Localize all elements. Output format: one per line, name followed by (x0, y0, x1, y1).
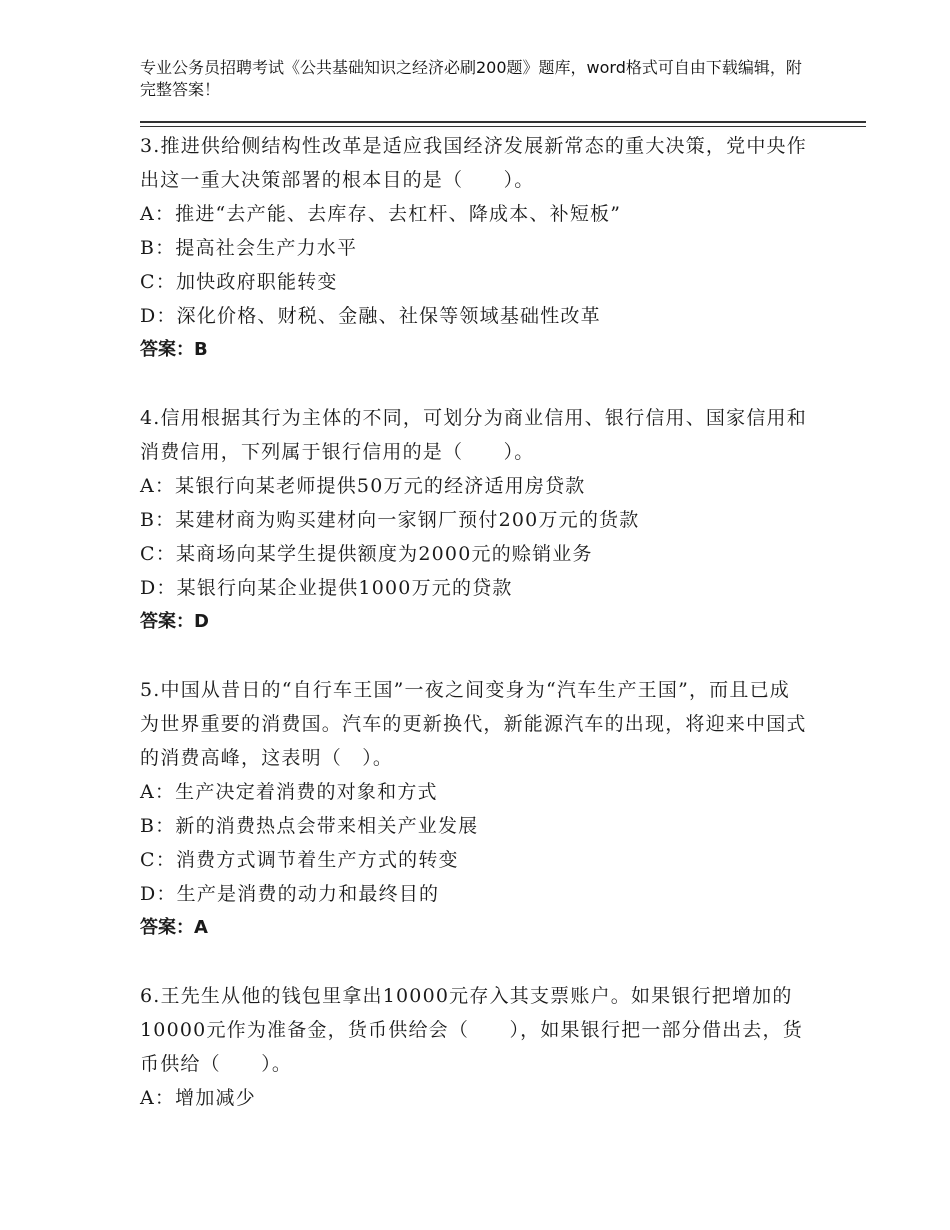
option-a: A：生产决定着消费的对象和方式 (140, 781, 438, 803)
question-text: 4.信用根据其行为主体的不同，可划分为商业信用、银行信用、国家信用和消费信用，下列属于银行信用的是（ ）。 (140, 407, 807, 463)
question-text: 3.推进供给侧结构性改革是适应我国经济发展新常态的重大决策，党中央作出这一重大决策部署的根本目的是（ ）。 (140, 135, 807, 191)
question-list (140, 129, 810, 1115)
option-d: D：深化价格、财税、金融、社保等领域基础性改革 (140, 305, 601, 327)
option-c: C：某商场向某学生提供额度为2000元的赊销业务 (140, 543, 593, 565)
option-d: D：生产是消费的动力和最终目的 (140, 883, 440, 905)
question-3 (140, 129, 810, 367)
document-header: 专业公务员招聘考试《公共基础知识之经济必刷200题》题库，word格式可自由下载编辑，附完整答案！ (140, 58, 802, 99)
question-4 (140, 401, 810, 639)
option-d: D：某银行向某企业提供1000万元的贷款 (140, 577, 513, 599)
question-gap (140, 639, 810, 673)
question-text: 5.中国从昔日的“自行车王国”一夜之间变身为“汽车生产王国”，而且已成为世界重要的消费国。汽车的更新换代，新能源汽车的出现，将迎来中国式的消费高峰，这表明（ ）。 (140, 679, 807, 769)
option-a: A：推进“去产能、去库存、去杠杆、降成本、补短板” (140, 203, 622, 225)
option-b: B：新的消费热点会带来相关产业发展 (140, 815, 479, 837)
option-c: C：消费方式调节着生产方式的转变 (140, 849, 459, 871)
option-b: B：提高社会生产力水平 (140, 237, 358, 259)
question-gap (140, 367, 810, 401)
question-6 (140, 979, 810, 1115)
header-divider (140, 121, 866, 127)
question-gap (140, 945, 810, 979)
option-b: B：某建材商为购买建材向一家钢厂预付200万元的货款 (140, 509, 640, 531)
answer: 答案：B (140, 339, 208, 360)
option-a: A：某银行向某老师提供50万元的经济适用房贷款 (140, 475, 586, 497)
answer: 答案：D (140, 611, 209, 632)
option-c: C：加快政府职能转变 (140, 271, 338, 293)
question-text: 6.王先生从他的钱包里拿出10000元存入其支票账户。如果银行把增加的10000元作为准备金，货币供给会（ ），如果银行把一部分借出去，货币供给（ ）。 (140, 985, 803, 1075)
question-5 (140, 673, 810, 945)
answer: 答案：A (140, 917, 208, 938)
option-a: A：增加减少 (140, 1087, 256, 1109)
